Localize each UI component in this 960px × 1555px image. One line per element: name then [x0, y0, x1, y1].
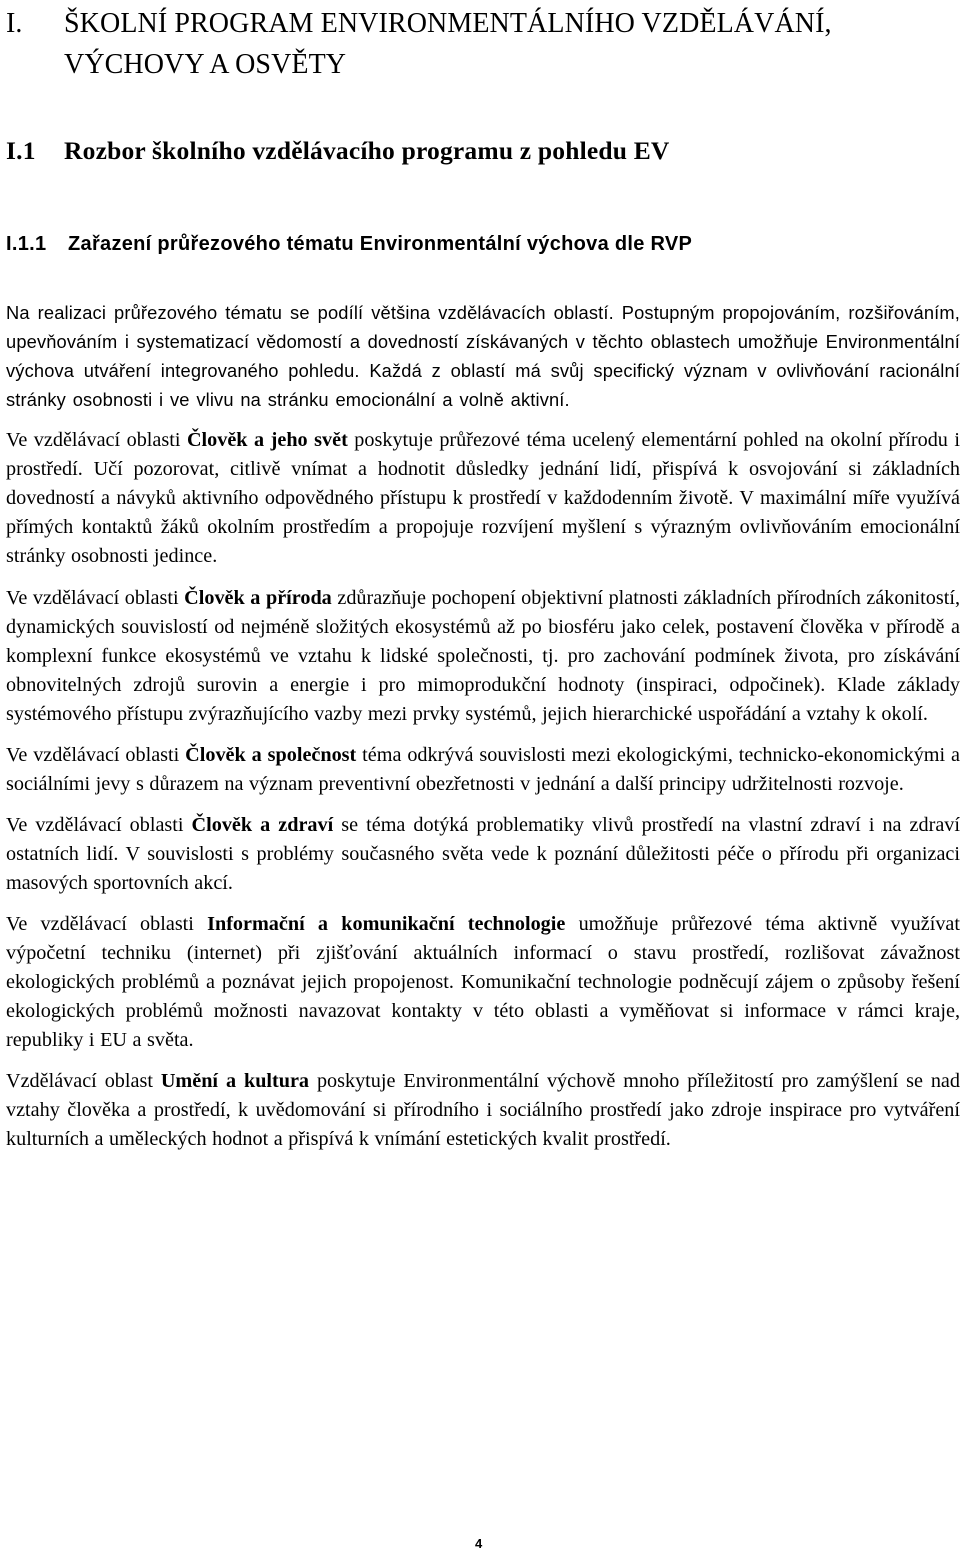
subsection-number: I.1.1: [6, 233, 47, 255]
paragraph-body: téma odkrývá souvislosti mezi ekologickými, technicko-ekonomickými a sociálními jevy s důrazem na význam preventivní obezřetnosti v jednání a další principy udržitelnosti rozvoje.: [6, 744, 960, 795]
subsection-title: Zařazení průřezového tématu Environmentální výchova dle RVP: [68, 233, 693, 255]
subject-area-name: Člověk a zdraví: [191, 814, 334, 836]
subsection-heading: [6, 230, 960, 258]
document-page: [6, 0, 960, 1154]
paragraph-lead: Vzdělávací oblast: [6, 1070, 161, 1092]
paragraph-body: umožňuje průřezové téma aktivně využívat výpočetní techniku (internet) při zjišťování aktuálních informací o stavu prostředí, rozlišovat závažnost ekologických problémů a poznávat jejich propojenost. Komunikační technologie podněcují zájem o způsoby řešení ekologických problémů možnosti navazovat kontakty v této oblasti a vyměňovat si informace v rámci kraje, republiky i EU a světa.: [6, 913, 960, 1051]
section-title: Rozbor školního vzdělávacího programu z pohledu EV: [64, 136, 670, 165]
paragraph-ikt: [6, 910, 960, 1055]
subject-area-name: Člověk a příroda: [184, 587, 332, 609]
page-number: 4: [475, 1536, 483, 1551]
subject-area-name: Umění a kultura: [160, 1070, 310, 1092]
paragraph-umeni-a-kultura: [6, 1067, 960, 1154]
paragraph-clovek-a-spolecnost: [6, 741, 960, 799]
paragraph-lead: Ve vzdělávací oblasti: [6, 814, 192, 836]
chapter-heading: [6, 3, 960, 85]
section-heading: [6, 135, 960, 167]
paragraph-intro: Na realizaci průřezového tématu se podílí většina vzdělávacích oblastí. Postupným propojováním, rozšiřováním, upevňováním i systematizací vědomostí a dovedností získávaných v těchto oblastech umožňuje Environmentální výchova utváření integrovaného pohledu. Každá z oblastí má svůj specifický význam v ovlivňování racionální stránky osobnosti i ve vlivu na stránku emocionální a volně aktivní.: [6, 302, 960, 410]
paragraph-body: poskytuje průřezové téma ucelený elementární pohled na okolní přírodu i prostředí. Učí pozorovat, citlivě vnímat a hodnotit důsledky jednání lidí, přispívá k osvojování si základních dovedností a návyků aktivního odpovědného přístupu k prostředí v každodenním životě. V maximální míře využívá přímých kontaktů žáků okolním prostředím a propojuje rozvíjení myšlení s výrazným ovlivňováním emocionální stránky osobnosti jedince.: [6, 429, 960, 567]
paragraph-lead: Ve vzdělávací oblasti: [6, 587, 185, 609]
paragraph-body: zdůrazňuje pochopení objektivní platnosti základních přírodních zákonitostí, dynamických souvislostí od nejméně složitých ekosystémů až po biosféru jako celek, postavení člověka v přírodě a komplexní funkce ekosystémů ve vztahu k lidské společnosti, tj. pro zachování podmínek života, pro získávání obnovitelných zdrojů surovin a energie i pro mimoprodukční hodnoty (inspiraci, odpočinek). Klade základy systémového přístupu zvýrazňujícího vazby mezi prvky systémů, jejich hierarchické uspořádání a vztahy k okolí.: [6, 587, 960, 725]
paragraph-clovek-a-jeho-svet: [6, 426, 960, 571]
paragraph-lead: Ve vzdělávací oblasti: [6, 429, 187, 451]
paragraph-clovek-a-priroda: [6, 584, 960, 729]
paragraph-lead: Ve vzdělávací oblasti: [6, 744, 186, 766]
section-number: I.1: [6, 136, 36, 165]
chapter-title: ŠKOLNÍ PROGRAM ENVIRONMENTÁLNÍHO VZDĚLÁVÁNÍ, VÝCHOVY A OSVĚTY: [64, 8, 832, 80]
subject-area-name: Informační a komunikační technologie: [207, 913, 566, 935]
paragraph-lead: Ve vzdělávací oblasti: [6, 913, 208, 935]
paragraph-clovek-a-zdravi: [6, 811, 960, 898]
paragraph-body: se téma dotýká problematiky vlivů prostředí na vlastní zdraví i na zdraví ostatních lidí. V souvislosti s problémy současného světa vede k poznání důležitosti péče o přírodu při organizaci masových sportovních akcí.: [6, 814, 960, 894]
subject-area-name: Člověk a společnost: [185, 744, 357, 766]
subject-area-name: Člověk a jeho svět: [186, 429, 348, 451]
paragraph-body: poskytuje Environmentální výchově mnoho příležitostí pro zamýšlení se nad vztahy člověka a prostředí, k uvědomování si přírodního i sociálního prostředí jako zdroje inspirace pro vytváření kulturních a uměleckých hodnot a přispívá k vnímání estetických kvalit prostředí.: [6, 1070, 960, 1150]
chapter-number: I.: [6, 8, 23, 39]
